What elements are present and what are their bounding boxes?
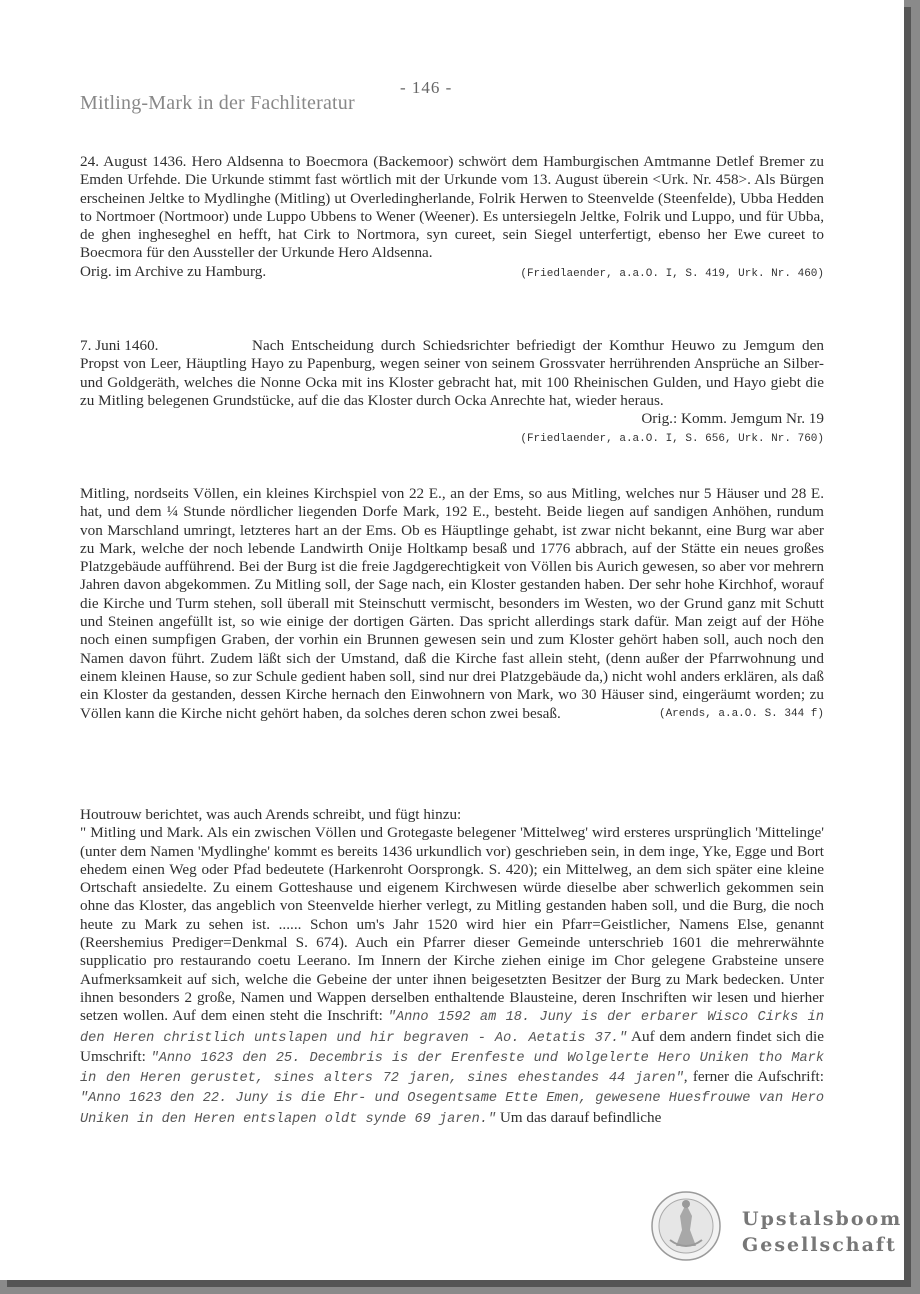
society-name <box>742 1206 902 1258</box>
entry-arends-text: Mitling, nordseits Völlen, ein kleines Kirchspiel von 22 E., an der Ems, so aus Mitling, welches nur 5 Häuser und 28 E. hat, und dem ¼ Stunde nördlicher liegenden Dorfe Mark, 192 E., besteht. Beide liegen auf sandigen Anhöhen, rundum von Marschland umringt, letzteres hart an der Ems. Ob es Häuptlinge gehabt, ist zwar nicht bekannt, eine Burg war aber zu Mark, welche der noch lebende Landwirth Onije Holtkamp besaß und 1776 abbrach, auf der Stätte ein neues großes Platzgebäude aufführend. Bei der Burg ist die freie Jagdgerechtigkeit von Völlen bis Aurich gewesen, so aber vor mehrern Jahren davon abgekommen. Zu Mitling soll, der Sage nach, ein Kloster gestanden haben. Der sehr hohe Kirchhof, worauf die Kirche und Turm stehen, soll überall mit Steinschutt vermischt, besonders im Westen, wo der Grund ganz mit Schutt und Steinen angefüllt ist, so wie einige der dortigen Gärten. Das spricht allerdings stark dafür. Man zeigt auf der Höhe noch einen sumpfigen Graben, der vorhin ein Brunnen gewesen sein und zum Kloster gehört haben soll, auch noch den Namen davon führt. Zudem läßt sich der Umstand, daß die Kirche fast allein steht, (denn außer der Pfarrwohnung und einem kleinen Hause, so zur Schule gedient haben soll, sind nur drei Platzgebäude da,) nicht wohl anders erklären, als daß ein Kloster da gestanden, dessen Kirche hernach den Einwohnern von Mark, wo 30 Häuser sind, eingeräumt worden; zu Völlen kann die Kirche nicht gehört haben, da solches deren schon zwei besaß. <box>80 485 824 722</box>
page-title: Mitling-Mark in der Fachliteratur <box>80 92 355 114</box>
entry-1460-orig: Orig.: Komm. Jemgum Nr. 19 <box>641 410 824 428</box>
entry-1460-text: Nach Entscheidung durch Schiedsrichter befriedigt der Komthur Heuwo zu Jemgum den Propst von Leer, Häuptling Hayo zu Papenburg, wegen seiner von seinem Grossvater herrührenden Ansprüche an Silber- und Goldgeräth, welches die Nonne Ocka mit ins Kloster gebracht hat, mit 100 Rheinischen Gulden, und Hayo giebt die zu Mitling belegenen Grundstücke, auf die das Kloster durch Ocka Anrechte hat, wieder heraus. <box>80 337 824 409</box>
inscription-1623-hero: "Anno 1623 den 25. Decembris is der Erenfeste und Wolgelerte Hero Uniken tho Mark in den Heren gerustet, sines alters 72 jaren, sines ehestandes 44 jaren" <box>80 1050 824 1087</box>
entry-1460-date: 7. Juni 1460. <box>80 337 159 354</box>
entry-houtrouw-mid2: , ferner die Aufschrift: <box>683 1068 824 1086</box>
entry-houtrouw-mid: Auf dem andern findet sich die Umschrift: <box>80 1027 824 1065</box>
entry-houtrouw-end: Um das darauf befindliche <box>496 1108 662 1126</box>
entry-arends-citation: (Arends, a.a.O. S. 344 f) <box>658 707 824 720</box>
entry-1436 <box>80 153 824 283</box>
entry-1460 <box>80 337 824 449</box>
page-number: - 146 - <box>400 78 453 97</box>
entry-1436-orig: Orig. im Archive zu Hamburg. <box>80 262 267 280</box>
entry-1436-text: 24. August 1436. Hero Aldsenna to Boecmora (Backemoor) schwört dem Hamburgischen Amtmanne Detlef Bremer zu Emden Urfehde. Die Urkunde stimmt fast wörtlich mit der Urkunde vom 13. August überein <Urk. Nr. 458>. Als Bürgen erscheinen Jeltke to Mydlinghe (Mitling) ut Overledingherlande, Folrik Herwen to Steenvelde (Steenfelde), Ubba Hedden to Nortmoer (Nortmoor) unde Luppo Ubbens to Wener (Weener). Es untersiegeln Jeltke, Folrik und Luppo, und für Ubba, de ghen ingheseghel en hefft, hat Cirk to Nortmora, syn cureet, sein Siegel unterfertigt, ebenso her Ewe cureet to Boecmora für den Aussteller der Urkunde Hero Aldsenna. <box>80 153 824 262</box>
entry-houtrouw-text: " Mitling und Mark. Als ein zwischen Völlen und Grotegaste belegener 'Mittelweg' wird ersteres ursprünglich 'Mittelinge' (unter dem Namen 'Mydlinghe' kommt es bereits 1436 urkundlich vor) geschrieben sein, in dem inge, Yke, Egge und Bort ehedem einen Weg oder Pfad bedeutete (Harkenroht Oorsprongk. S. 420); ein Mittelweg, an dem sich später eine kleine Ortschaft ansiedelte. Zu einem Gotteshause und eigenem Kirchwesen würde dieselbe aber schwerlich gekommen sein ohne das Kloster, das angeblich von Steenvelde hierher verlegt, zu Mitling gestanden haben soll, und die Burg, die noch heute zu Mark zu sehen ist. ...... Schon um's Jahr 1520 wird hier ein Pfarr=Geistlicher, Namens Else, genannt (Reershemius Prediger=Denkmal S. 674). Auch ein Pfarrer dieser Gemeinde unterschrieb 1601 die mehrerwähnte supplicatio pro restaurando coetu Leerano. Im Innern der Kirche ziehen einige im Chor gelegene Grabsteine unsere Aufmerksamkeit auf sich, welche die Gebeine der unter ihnen beigesetzten Besitzer der Burg zu Mark bedecken. Unter ihnen besonders 2 große, Namen und Wappen derselben enthaltende Blausteine, deren Inschriften wir lesen und hierher setzen wollen. Auf dem einen steht die Inschrift: <box>80 824 824 1025</box>
entry-houtrouw <box>80 806 824 1129</box>
entry-1460-citation: (Friedlaender, a.a.O. I, S. 656, Urk. Nr. 760) <box>520 433 824 446</box>
entry-arends <box>80 485 824 723</box>
society-name-line1: Upstalsboom <box>742 1208 903 1230</box>
society-name-line2: Gesellschaft <box>742 1234 897 1256</box>
inscription-1592: "Anno 1592 am 18. Juny is der erbarer Wisco Cirks in den Heren christlich untslapen und hir begraven - Ao. Aetatis 37." <box>80 1010 824 1046</box>
entry-1436-citation: (Friedlaender, a.a.O. I, S. 419, Urk. Nr. 460) <box>520 267 824 280</box>
society-seal-icon <box>650 1190 722 1262</box>
inscription-1623-ette: "Anno 1623 den 22. Juny is die Ehr- und Osegentsame Ette Emen, gewesene Huesfrouwe van Hero Uniken in den Heren entslapen oldt synde 69 jaren." <box>80 1091 824 1127</box>
entry-houtrouw-intro: Houtrouw berichtet, was auch Arends schreibt, und fügt hinzu: <box>80 806 462 823</box>
